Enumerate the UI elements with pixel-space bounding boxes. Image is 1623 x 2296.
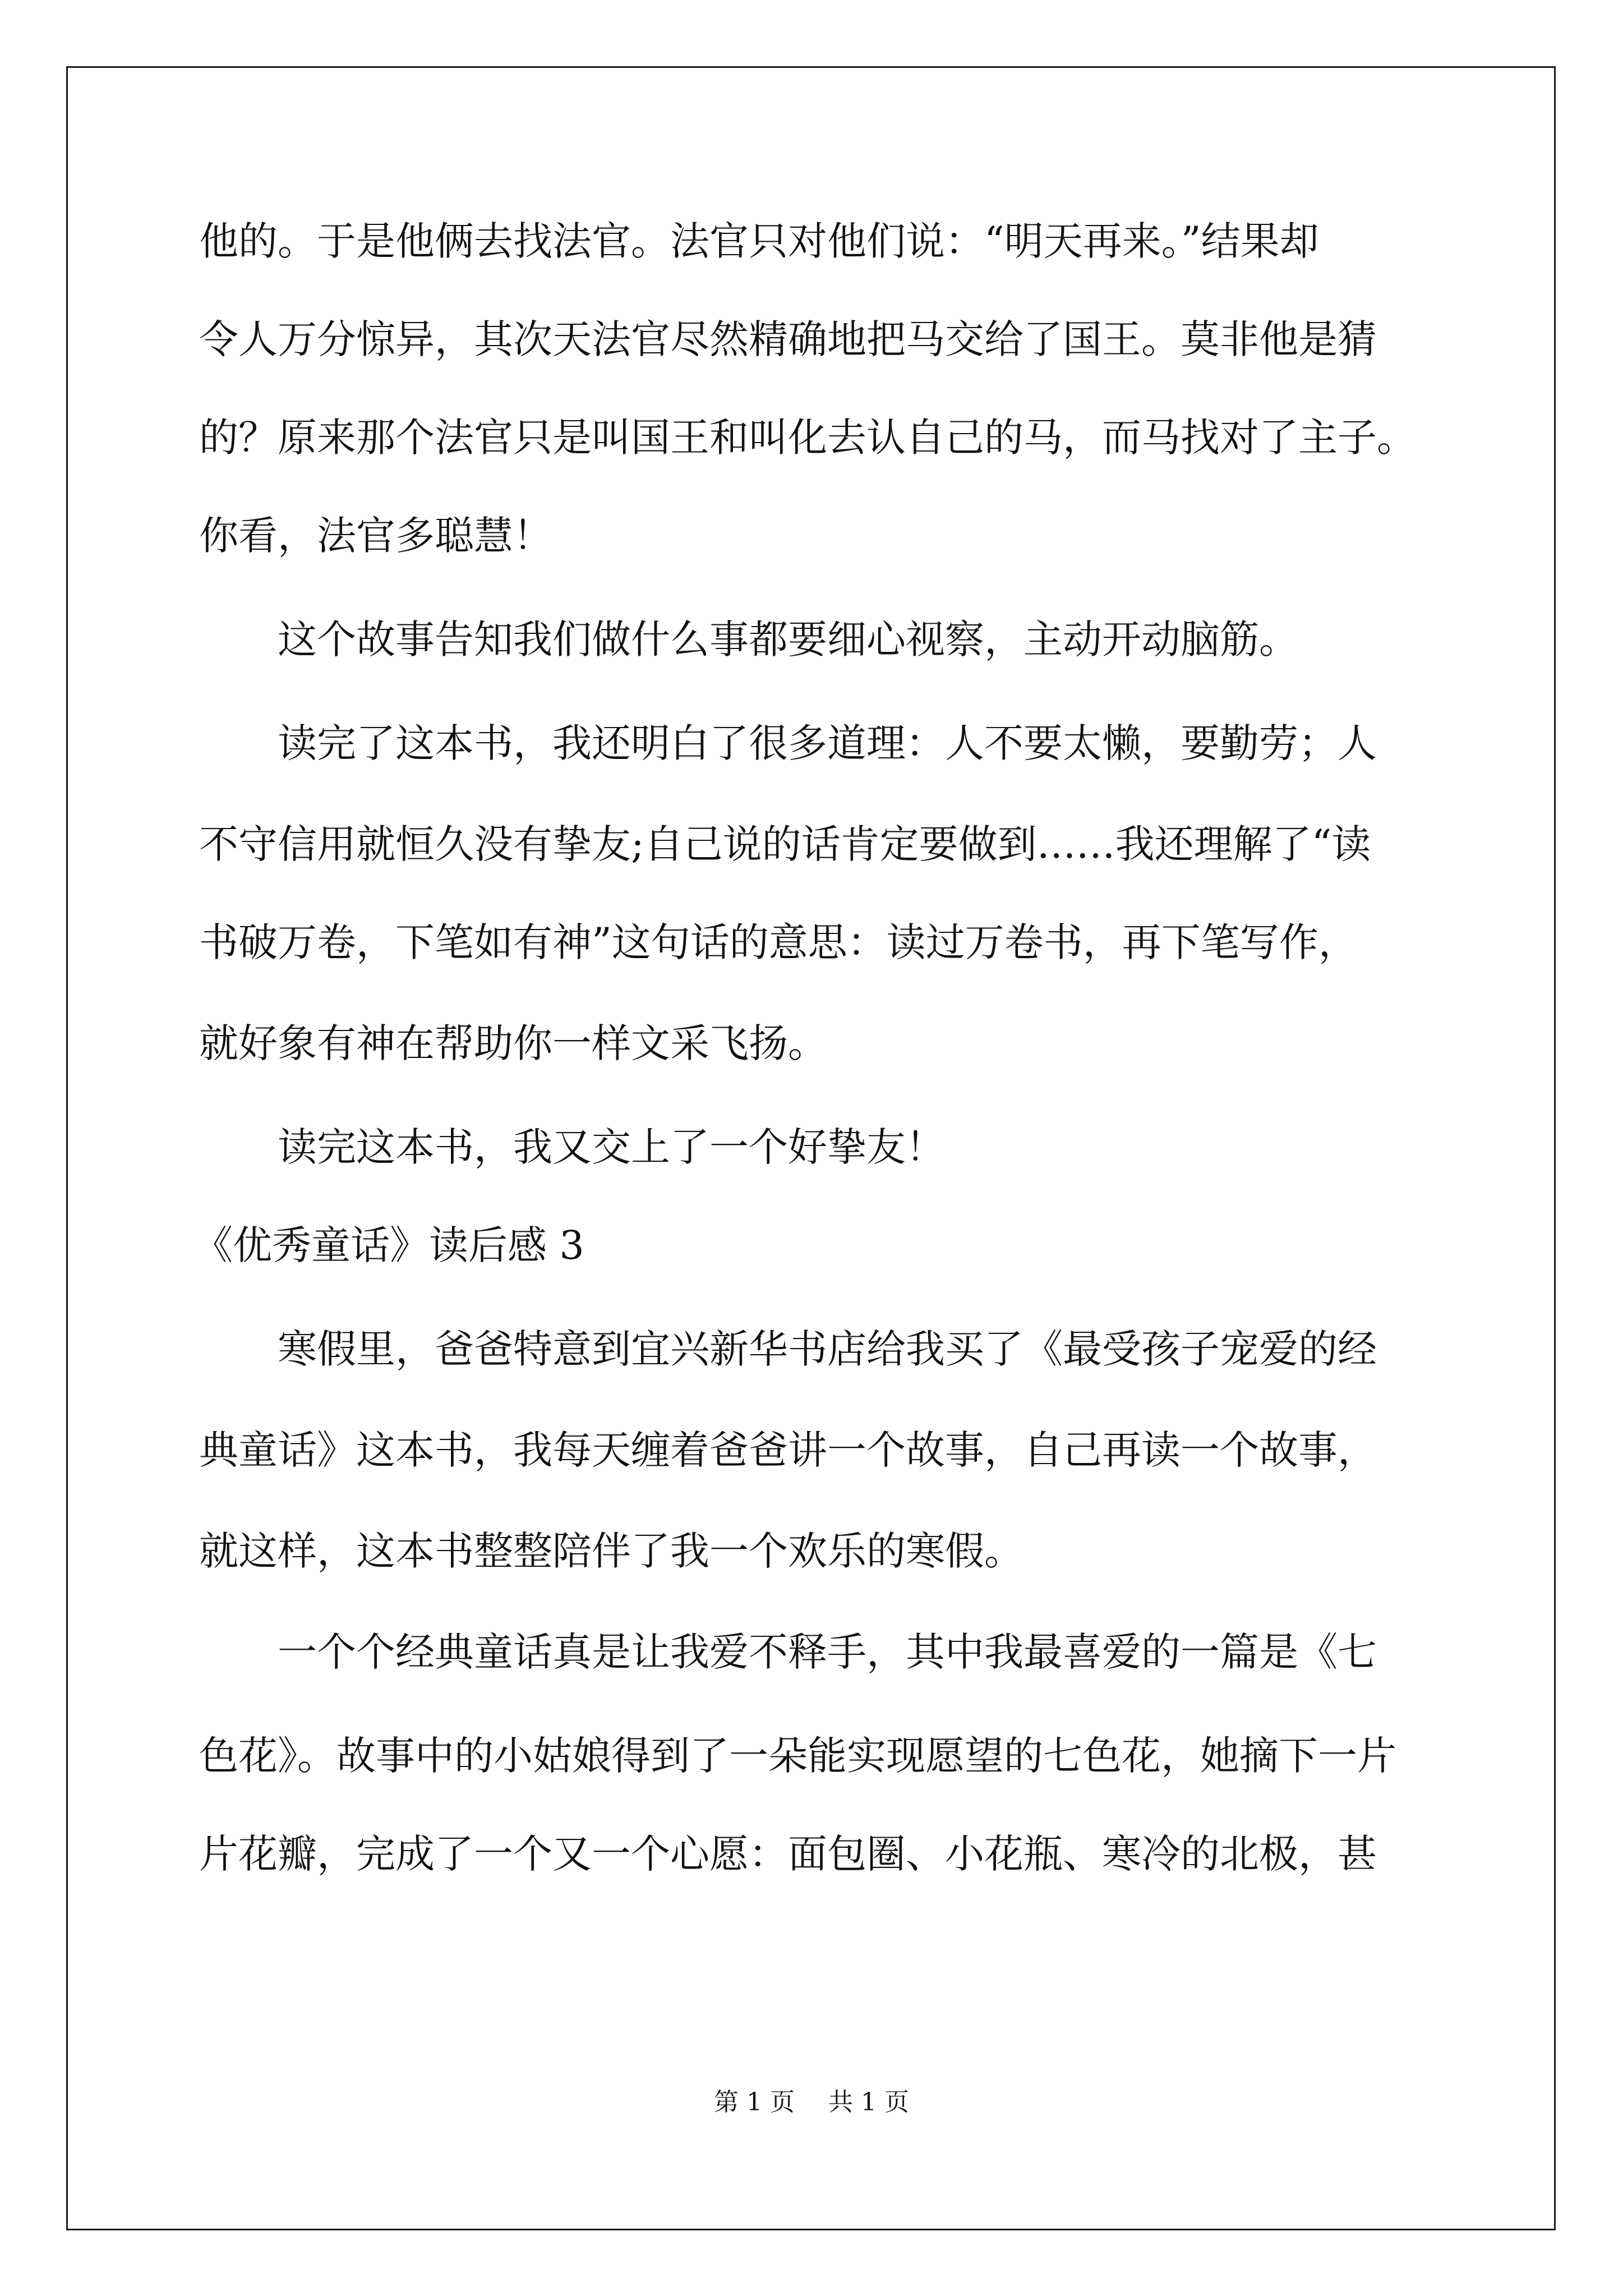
paragraph-line: 书破万卷，下笔如有神”这句话的意思：读过万卷书，再下笔写作， (199, 919, 1358, 965)
page-number: 第 1 页 (714, 2088, 795, 2116)
paragraph-line: 一个个经典童话真是让我爱不释手，其中我最喜爱的一篇是《七 (278, 1629, 1377, 1675)
paragraph-line: 读完了这本书，我还明白了很多道理：人不要太懒，要勤劳；人 (278, 720, 1377, 766)
paragraph-line: 就好象有神在帮助你一样文采飞扬。 (199, 1020, 827, 1066)
paragraph-line: 不守信用就恒久没有挚友;自己说的话肯定要做到……我还理解了“读 (199, 821, 1371, 867)
paragraph-line: 这个故事告知我们做什么事都要细心视察，主动开动脑筋。 (278, 616, 1298, 662)
page-footer (0, 2090, 1623, 2115)
paragraph-line: 片花瓣，完成了一个又一个心愿：面包圈、小花瓶、寒冷的北极，甚 (199, 1831, 1377, 1877)
section-heading: 《优秀童话》读后感 3 (193, 1222, 584, 1268)
page-total: 共 1 页 (828, 2088, 909, 2116)
paragraph-line: 色花》。故事中的小姑娘得到了一朵能实现愿望的七色花，她摘下一片 (199, 1733, 1396, 1779)
paragraph-line: 寒假里，爸爸特意到宜兴新华书店给我买了《最受孩子宠爱的经 (278, 1326, 1377, 1372)
paragraph-line: 你看，法官多聪慧！ (199, 513, 552, 559)
paragraph-line: 就这样，这本书整整陪伴了我一个欢乐的寒假。 (199, 1528, 1023, 1574)
paragraph-line: 他的。于是他俩去找法官。法官只对他们说：“明天再来。”结果却 (199, 218, 1319, 264)
paragraph-line: 典童话》这本书，我每天缠着爸爸讲一个故事，自己再读一个故事， (199, 1427, 1377, 1473)
paragraph-line: 读完这本书，我又交上了一个好挚友！ (278, 1124, 945, 1170)
paragraph-line: 令人万分惊异，其次天法官尽然精确地把马交给了国王。莫非他是猜 (199, 316, 1377, 362)
paragraph-line: 的？原来那个法官只是叫国王和叫化去认自己的马，而马找对了主子。 (199, 415, 1416, 461)
